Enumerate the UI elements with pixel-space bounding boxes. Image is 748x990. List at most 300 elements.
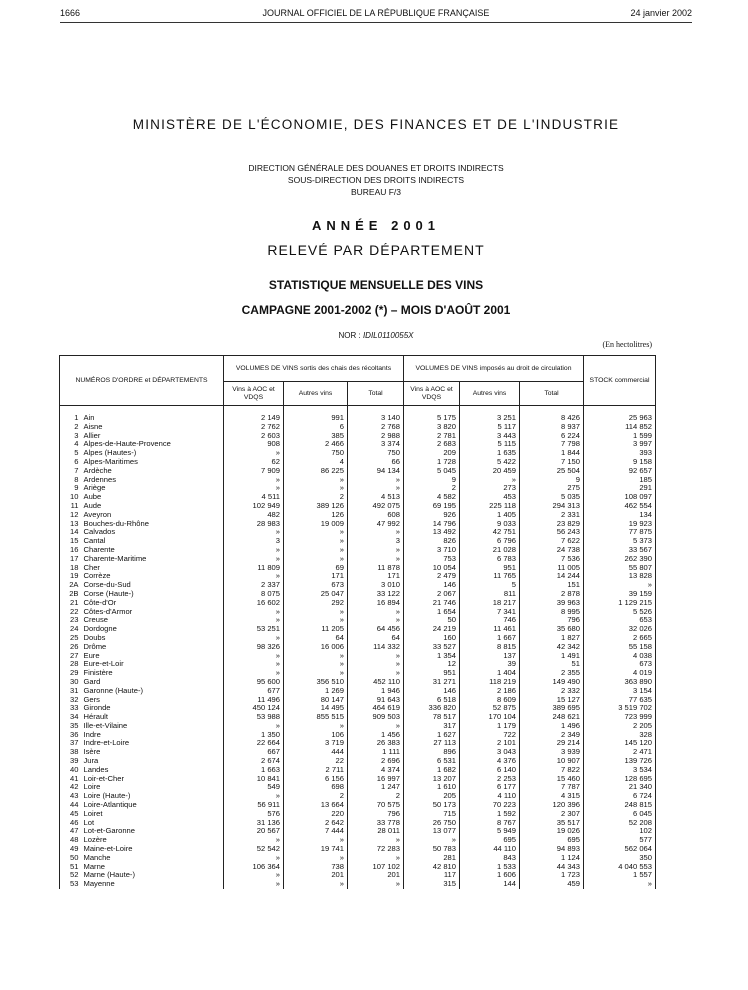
aoc-taxed-cell: 2 067 xyxy=(404,590,460,599)
table-row xyxy=(60,458,656,467)
autres-out-cell: 2 466 xyxy=(284,440,348,449)
autres-out-cell: 855 515 xyxy=(284,713,348,722)
aoc-out-cell: 576 xyxy=(224,810,284,819)
autres-out-cell: 673 xyxy=(284,581,348,590)
aoc-out-cell: 10 841 xyxy=(224,775,284,784)
table-row xyxy=(60,511,656,520)
dept-number-cell: 46 xyxy=(60,819,82,828)
aoc-out-cell: » xyxy=(224,871,284,880)
dept-name-cell: Indre xyxy=(82,731,224,740)
stock-cell: 114 852 xyxy=(584,423,656,432)
dept-number-cell: 28 xyxy=(60,660,82,669)
autres-taxed-cell: 1 404 xyxy=(460,669,520,678)
autres-out-cell: » xyxy=(284,555,348,564)
total-taxed-cell: 796 xyxy=(520,616,584,625)
total-taxed-cell: 1 827 xyxy=(520,634,584,643)
group-header-circulation: VOLUMES DE VINS imposés au droit de circulation xyxy=(404,356,584,382)
aoc-taxed-cell: 2 xyxy=(404,484,460,493)
total-out-cell: » xyxy=(348,546,404,555)
stock-cell: » xyxy=(584,581,656,590)
stock-cell: 2 471 xyxy=(584,748,656,757)
stock-cell: 562 064 xyxy=(584,845,656,854)
total-taxed-cell: 15 460 xyxy=(520,775,584,784)
table-row xyxy=(60,555,656,564)
aoc-taxed-cell: 6 518 xyxy=(404,696,460,705)
dept-name-cell: Doubs xyxy=(82,634,224,643)
aoc-taxed-cell: 13 492 xyxy=(404,528,460,537)
dept-name-cell: Gironde xyxy=(82,704,224,713)
autres-out-cell: » xyxy=(284,652,348,661)
total-out-cell: 608 xyxy=(348,511,404,520)
total-taxed-cell: 7 787 xyxy=(520,783,584,792)
autres-out-cell: 25 047 xyxy=(284,590,348,599)
table-row xyxy=(60,476,656,485)
total-out-cell: 64 xyxy=(348,634,404,643)
autres-out-cell: 80 147 xyxy=(284,696,348,705)
dept-name-cell: Loire-Atlantique xyxy=(82,801,224,810)
total-taxed-cell: 7 622 xyxy=(520,537,584,546)
autres-out-cell: 220 xyxy=(284,810,348,819)
dept-number-cell: 16 xyxy=(60,546,82,555)
aoc-taxed-cell: 13 077 xyxy=(404,827,460,836)
autres-out-cell: 2 711 xyxy=(284,766,348,775)
autres-out-cell: 4 xyxy=(284,458,348,467)
total-taxed-cell: 8 995 xyxy=(520,608,584,617)
autres-taxed-cell: 144 xyxy=(460,880,520,889)
direction-line: BUREAU F/3 xyxy=(350,187,402,197)
dept-name-cell: Ardennes xyxy=(82,476,224,485)
group-header-recoltants: VOLUMES DE VINS sortis des chais des récoltants xyxy=(224,356,404,382)
dept-name-cell: Hérault xyxy=(82,713,224,722)
dept-number-cell: 12 xyxy=(60,511,82,520)
stock-cell: 1 129 215 xyxy=(584,599,656,608)
table-row xyxy=(60,660,656,669)
table-row xyxy=(60,766,656,775)
dept-name-cell: Corse-du-Sud xyxy=(82,581,224,590)
aoc-out-cell: » xyxy=(224,660,284,669)
total-out-cell: 1 946 xyxy=(348,687,404,696)
aoc-out-cell: » xyxy=(224,616,284,625)
dept-number-cell: 51 xyxy=(60,863,82,872)
header-rule xyxy=(60,22,692,23)
aoc-out-cell: 2 603 xyxy=(224,432,284,441)
total-taxed-cell: 25 504 xyxy=(520,467,584,476)
table-row xyxy=(60,704,656,713)
aoc-out-cell: » xyxy=(224,792,284,801)
total-out-cell: 94 134 xyxy=(348,467,404,476)
col-aoc-1: Vins à AOC et VDQS xyxy=(224,382,284,406)
aoc-out-cell: 3 xyxy=(224,537,284,546)
aoc-out-cell: » xyxy=(224,476,284,485)
total-taxed-cell: 35 517 xyxy=(520,819,584,828)
stock-cell: 653 xyxy=(584,616,656,625)
table-row xyxy=(60,880,656,889)
autres-taxed-cell: 52 875 xyxy=(460,704,520,713)
stock-cell: 3 997 xyxy=(584,440,656,449)
autres-taxed-cell: 1 667 xyxy=(460,634,520,643)
total-out-cell: 2 768 xyxy=(348,423,404,432)
stock-cell: 3 519 702 xyxy=(584,704,656,713)
dept-number-cell: 14 xyxy=(60,528,82,537)
dept-number-cell: 44 xyxy=(60,801,82,810)
total-out-cell: 909 503 xyxy=(348,713,404,722)
dept-name-cell: Alpes (Hautes-) xyxy=(82,449,224,458)
aoc-taxed-cell: 146 xyxy=(404,581,460,590)
aoc-out-cell: 95 600 xyxy=(224,678,284,687)
autres-out-cell: 22 xyxy=(284,757,348,766)
autres-out-cell: 126 xyxy=(284,511,348,520)
aoc-out-cell: 102 949 xyxy=(224,502,284,511)
dept-number-cell: 42 xyxy=(60,783,82,792)
autres-taxed-cell: 1 635 xyxy=(460,449,520,458)
stock-cell: 13 828 xyxy=(584,572,656,581)
dept-name-cell: Aude xyxy=(82,502,224,511)
stock-cell: 4 019 xyxy=(584,669,656,678)
col-autres-2: Autres vins xyxy=(460,382,520,406)
total-taxed-cell: 5 035 xyxy=(520,493,584,502)
table-row xyxy=(60,863,656,872)
autres-taxed-cell: 70 223 xyxy=(460,801,520,810)
stock-cell: 185 xyxy=(584,476,656,485)
stock-cell: 5 526 xyxy=(584,608,656,617)
stock-cell: 1 557 xyxy=(584,871,656,880)
total-taxed-cell: 6 224 xyxy=(520,432,584,441)
dept-name-cell: Drôme xyxy=(82,643,224,652)
autres-out-cell: 106 xyxy=(284,731,348,740)
autres-out-cell: 356 510 xyxy=(284,678,348,687)
total-taxed-cell: 2 878 xyxy=(520,590,584,599)
stock-cell: 19 923 xyxy=(584,520,656,529)
table-row xyxy=(60,406,656,423)
total-taxed-cell: 8 426 xyxy=(520,406,584,423)
table-row xyxy=(60,440,656,449)
dept-name-cell: Côtes-d'Armor xyxy=(82,608,224,617)
aoc-taxed-cell: 926 xyxy=(404,511,460,520)
dept-number-cell: 24 xyxy=(60,625,82,634)
total-taxed-cell: 294 313 xyxy=(520,502,584,511)
total-taxed-cell: 23 829 xyxy=(520,520,584,529)
table-row xyxy=(60,810,656,819)
autres-out-cell: » xyxy=(284,476,348,485)
total-taxed-cell: 7 150 xyxy=(520,458,584,467)
aoc-out-cell: 1 663 xyxy=(224,766,284,775)
autres-taxed-cell: 722 xyxy=(460,731,520,740)
dept-name-cell: Gers xyxy=(82,696,224,705)
autres-out-cell: » xyxy=(284,616,348,625)
autres-out-cell: 69 xyxy=(284,564,348,573)
table-row xyxy=(60,854,656,863)
total-taxed-cell: 149 490 xyxy=(520,678,584,687)
aoc-out-cell: » xyxy=(224,484,284,493)
aoc-out-cell: » xyxy=(224,836,284,845)
campaign-title: CAMPAGNE 2001-2002 (*) – MOIS D'AOÛT 2001 xyxy=(241,303,511,317)
total-out-cell: 114 332 xyxy=(348,643,404,652)
total-out-cell: » xyxy=(348,484,404,493)
dept-number-cell: 53 xyxy=(60,880,82,889)
dept-name-cell: Corrèze xyxy=(82,572,224,581)
table-row xyxy=(60,590,656,599)
table-row xyxy=(60,634,656,643)
table-row xyxy=(60,652,656,661)
releve-title: RELEVÉ PAR DÉPARTEMENT xyxy=(267,242,485,258)
dept-name-cell: Eure-et-Loir xyxy=(82,660,224,669)
autres-out-cell: » xyxy=(284,484,348,493)
dept-number-cell: 29 xyxy=(60,669,82,678)
total-taxed-cell: 2 331 xyxy=(520,511,584,520)
total-out-cell: 107 102 xyxy=(348,863,404,872)
total-out-cell: 3 xyxy=(348,537,404,546)
direction-line: DIRECTION GÉNÉRALE DES DOUANES ET DROITS INDIRECTS xyxy=(248,163,504,173)
aoc-out-cell: 549 xyxy=(224,783,284,792)
autres-taxed-cell: 44 110 xyxy=(460,845,520,854)
total-out-cell: 16 997 xyxy=(348,775,404,784)
total-taxed-cell: 35 680 xyxy=(520,625,584,634)
aoc-taxed-cell: 78 517 xyxy=(404,713,460,722)
autres-taxed-cell: 225 118 xyxy=(460,502,520,511)
stock-cell: 4 038 xyxy=(584,652,656,661)
total-out-cell: » xyxy=(348,652,404,661)
stock-cell: 4 040 553 xyxy=(584,863,656,872)
autres-taxed-cell: 8 609 xyxy=(460,696,520,705)
total-out-cell: 72 283 xyxy=(348,845,404,854)
total-taxed-cell: 4 315 xyxy=(520,792,584,801)
stock-cell: 128 695 xyxy=(584,775,656,784)
dept-name-cell: Corse (Haute-) xyxy=(82,590,224,599)
dept-number-cell: 37 xyxy=(60,739,82,748)
aoc-taxed-cell: 317 xyxy=(404,722,460,731)
total-out-cell: » xyxy=(348,854,404,863)
col-departements: NUMÉROS D'ORDRE et DÉPARTEMENTS xyxy=(60,356,224,406)
autres-out-cell: 7 444 xyxy=(284,827,348,836)
aoc-taxed-cell: 1 654 xyxy=(404,608,460,617)
aoc-out-cell: 4 511 xyxy=(224,493,284,502)
dept-number-cell: 32 xyxy=(60,696,82,705)
aoc-taxed-cell: 3 820 xyxy=(404,423,460,432)
autres-out-cell: 991 xyxy=(284,406,348,423)
autres-taxed-cell: 8 815 xyxy=(460,643,520,652)
aoc-out-cell: 106 364 xyxy=(224,863,284,872)
aoc-taxed-cell: 26 750 xyxy=(404,819,460,828)
autres-taxed-cell: 811 xyxy=(460,590,520,599)
stock-cell: 3 534 xyxy=(584,766,656,775)
total-taxed-cell: 39 963 xyxy=(520,599,584,608)
dept-name-cell: Lot-et-Garonne xyxy=(82,827,224,836)
table-row xyxy=(60,827,656,836)
autres-taxed-cell: 11 765 xyxy=(460,572,520,581)
total-taxed-cell: 2 355 xyxy=(520,669,584,678)
total-taxed-cell: 7 798 xyxy=(520,440,584,449)
autres-out-cell: 13 664 xyxy=(284,801,348,810)
dept-name-cell: Alpes-de-Haute-Provence xyxy=(82,440,224,449)
autres-out-cell: 6 xyxy=(284,423,348,432)
aoc-out-cell: 2 674 xyxy=(224,757,284,766)
dept-name-cell: Cher xyxy=(82,564,224,573)
total-out-cell: 4 513 xyxy=(348,493,404,502)
total-out-cell: » xyxy=(348,528,404,537)
dept-name-cell: Ille-et-Vilaine xyxy=(82,722,224,731)
total-out-cell: 4 374 xyxy=(348,766,404,775)
col-stock: STOCK commercial xyxy=(584,356,656,406)
aoc-out-cell: 908 xyxy=(224,440,284,449)
autres-out-cell: 14 495 xyxy=(284,704,348,713)
total-out-cell: » xyxy=(348,608,404,617)
dept-name-cell: Creuse xyxy=(82,616,224,625)
total-out-cell: 64 456 xyxy=(348,625,404,634)
table-row xyxy=(60,625,656,634)
autres-taxed-cell: 11 461 xyxy=(460,625,520,634)
aoc-out-cell: » xyxy=(224,880,284,889)
autres-out-cell: 444 xyxy=(284,748,348,757)
total-taxed-cell: 275 xyxy=(520,484,584,493)
aoc-taxed-cell: 31 271 xyxy=(404,678,460,687)
table-row xyxy=(60,757,656,766)
aoc-out-cell: » xyxy=(224,572,284,581)
dept-name-cell: Ain xyxy=(82,406,224,423)
dept-number-cell: 41 xyxy=(60,775,82,784)
autres-taxed-cell: 1 533 xyxy=(460,863,520,872)
aoc-taxed-cell: 2 781 xyxy=(404,432,460,441)
aoc-taxed-cell: 1 627 xyxy=(404,731,460,740)
table-row xyxy=(60,722,656,731)
autres-out-cell: » xyxy=(284,546,348,555)
dept-name-cell: Aisne xyxy=(82,423,224,432)
total-out-cell: 750 xyxy=(348,449,404,458)
col-total-1: Total xyxy=(348,382,404,406)
table-row xyxy=(60,871,656,880)
dept-number-cell: 6 xyxy=(60,458,82,467)
autres-taxed-cell: 1 592 xyxy=(460,810,520,819)
dept-number-cell: 22 xyxy=(60,608,82,617)
aoc-taxed-cell: 209 xyxy=(404,449,460,458)
total-out-cell: 33 778 xyxy=(348,819,404,828)
aoc-taxed-cell: 2 683 xyxy=(404,440,460,449)
aoc-out-cell: 450 124 xyxy=(224,704,284,713)
dept-number-cell: 43 xyxy=(60,792,82,801)
table-row xyxy=(60,537,656,546)
nor-label: NOR : xyxy=(338,331,361,340)
table-row xyxy=(60,528,656,537)
table-row xyxy=(60,572,656,581)
table-row xyxy=(60,739,656,748)
aoc-taxed-cell: 160 xyxy=(404,634,460,643)
page-number: 1666 xyxy=(60,8,81,18)
total-out-cell: 11 878 xyxy=(348,564,404,573)
autres-taxed-cell: 4 110 xyxy=(460,792,520,801)
autres-out-cell: » xyxy=(284,669,348,678)
aoc-out-cell: 1 350 xyxy=(224,731,284,740)
dept-name-cell: Loire xyxy=(82,783,224,792)
autres-taxed-cell: 3 443 xyxy=(460,432,520,441)
autres-taxed-cell: 170 104 xyxy=(460,713,520,722)
autres-taxed-cell: 118 219 xyxy=(460,678,520,687)
autres-out-cell: » xyxy=(284,660,348,669)
total-taxed-cell: 151 xyxy=(520,581,584,590)
autres-taxed-cell: 1 405 xyxy=(460,511,520,520)
autres-out-cell: 2 xyxy=(284,493,348,502)
journal-title: JOURNAL OFFICIEL DE LA RÉPUBLIQUE FRANÇAISE xyxy=(262,8,490,18)
col-total-2: Total xyxy=(520,382,584,406)
aoc-out-cell: » xyxy=(224,555,284,564)
dept-number-cell: 9 xyxy=(60,484,82,493)
col-autres-1: Autres vins xyxy=(284,382,348,406)
autres-out-cell: 738 xyxy=(284,863,348,872)
table-row xyxy=(60,731,656,740)
dept-name-cell: Manche xyxy=(82,854,224,863)
aoc-out-cell: 482 xyxy=(224,511,284,520)
stock-cell: 77 875 xyxy=(584,528,656,537)
stock-cell: 393 xyxy=(584,449,656,458)
aoc-taxed-cell: 5 045 xyxy=(404,467,460,476)
total-taxed-cell: 1 496 xyxy=(520,722,584,731)
total-taxed-cell: 10 907 xyxy=(520,757,584,766)
aoc-taxed-cell: 117 xyxy=(404,871,460,880)
total-taxed-cell: 1 124 xyxy=(520,854,584,863)
dept-name-cell: Ardèche xyxy=(82,467,224,476)
autres-taxed-cell: 3 251 xyxy=(460,406,520,423)
stock-cell: 39 159 xyxy=(584,590,656,599)
dept-number-cell: 5 xyxy=(60,449,82,458)
aoc-out-cell: » xyxy=(224,546,284,555)
stock-cell: 21 340 xyxy=(584,783,656,792)
aoc-taxed-cell: 69 195 xyxy=(404,502,460,511)
total-out-cell: 1 111 xyxy=(348,748,404,757)
aoc-out-cell: 11 496 xyxy=(224,696,284,705)
dept-number-cell: 33 xyxy=(60,704,82,713)
total-taxed-cell: 1 491 xyxy=(520,652,584,661)
total-out-cell: 91 643 xyxy=(348,696,404,705)
total-out-cell: 464 619 xyxy=(348,704,404,713)
total-out-cell: » xyxy=(348,880,404,889)
autres-out-cell: 389 126 xyxy=(284,502,348,511)
aoc-out-cell: » xyxy=(224,528,284,537)
aoc-taxed-cell: 826 xyxy=(404,537,460,546)
dept-name-cell: Aveyron xyxy=(82,511,224,520)
total-out-cell: 201 xyxy=(348,871,404,880)
autres-out-cell: 86 225 xyxy=(284,467,348,476)
stock-cell: 102 xyxy=(584,827,656,836)
aoc-taxed-cell: 1 682 xyxy=(404,766,460,775)
dept-number-cell: 2A xyxy=(60,581,82,590)
dept-number-cell: 47 xyxy=(60,827,82,836)
dept-name-cell: Lot xyxy=(82,819,224,828)
aoc-taxed-cell: 3 710 xyxy=(404,546,460,555)
stock-cell: 5 373 xyxy=(584,537,656,546)
direction-line: SOUS-DIRECTION DES DROITS INDIRECTS xyxy=(287,175,465,185)
dept-number-cell: 26 xyxy=(60,643,82,652)
dept-name-cell: Lozère xyxy=(82,836,224,845)
aoc-out-cell: 53 988 xyxy=(224,713,284,722)
dept-name-cell: Calvados xyxy=(82,528,224,537)
total-taxed-cell: 459 xyxy=(520,880,584,889)
autres-taxed-cell: 1 606 xyxy=(460,871,520,880)
total-out-cell: 796 xyxy=(348,810,404,819)
aoc-taxed-cell: 27 113 xyxy=(404,739,460,748)
aoc-out-cell: 7 909 xyxy=(224,467,284,476)
stock-cell: 6 724 xyxy=(584,792,656,801)
dept-number-cell: 45 xyxy=(60,810,82,819)
total-taxed-cell: 56 243 xyxy=(520,528,584,537)
aoc-out-cell: 52 542 xyxy=(224,845,284,854)
aoc-out-cell: 98 326 xyxy=(224,643,284,652)
dept-name-cell: Dordogne xyxy=(82,625,224,634)
stock-cell: 52 208 xyxy=(584,819,656,828)
dept-name-cell: Marne xyxy=(82,863,224,872)
table-row xyxy=(60,432,656,441)
autres-out-cell: 292 xyxy=(284,599,348,608)
table-row xyxy=(60,783,656,792)
dept-name-cell: Bouches-du-Rhône xyxy=(82,520,224,529)
stock-cell: 77 635 xyxy=(584,696,656,705)
